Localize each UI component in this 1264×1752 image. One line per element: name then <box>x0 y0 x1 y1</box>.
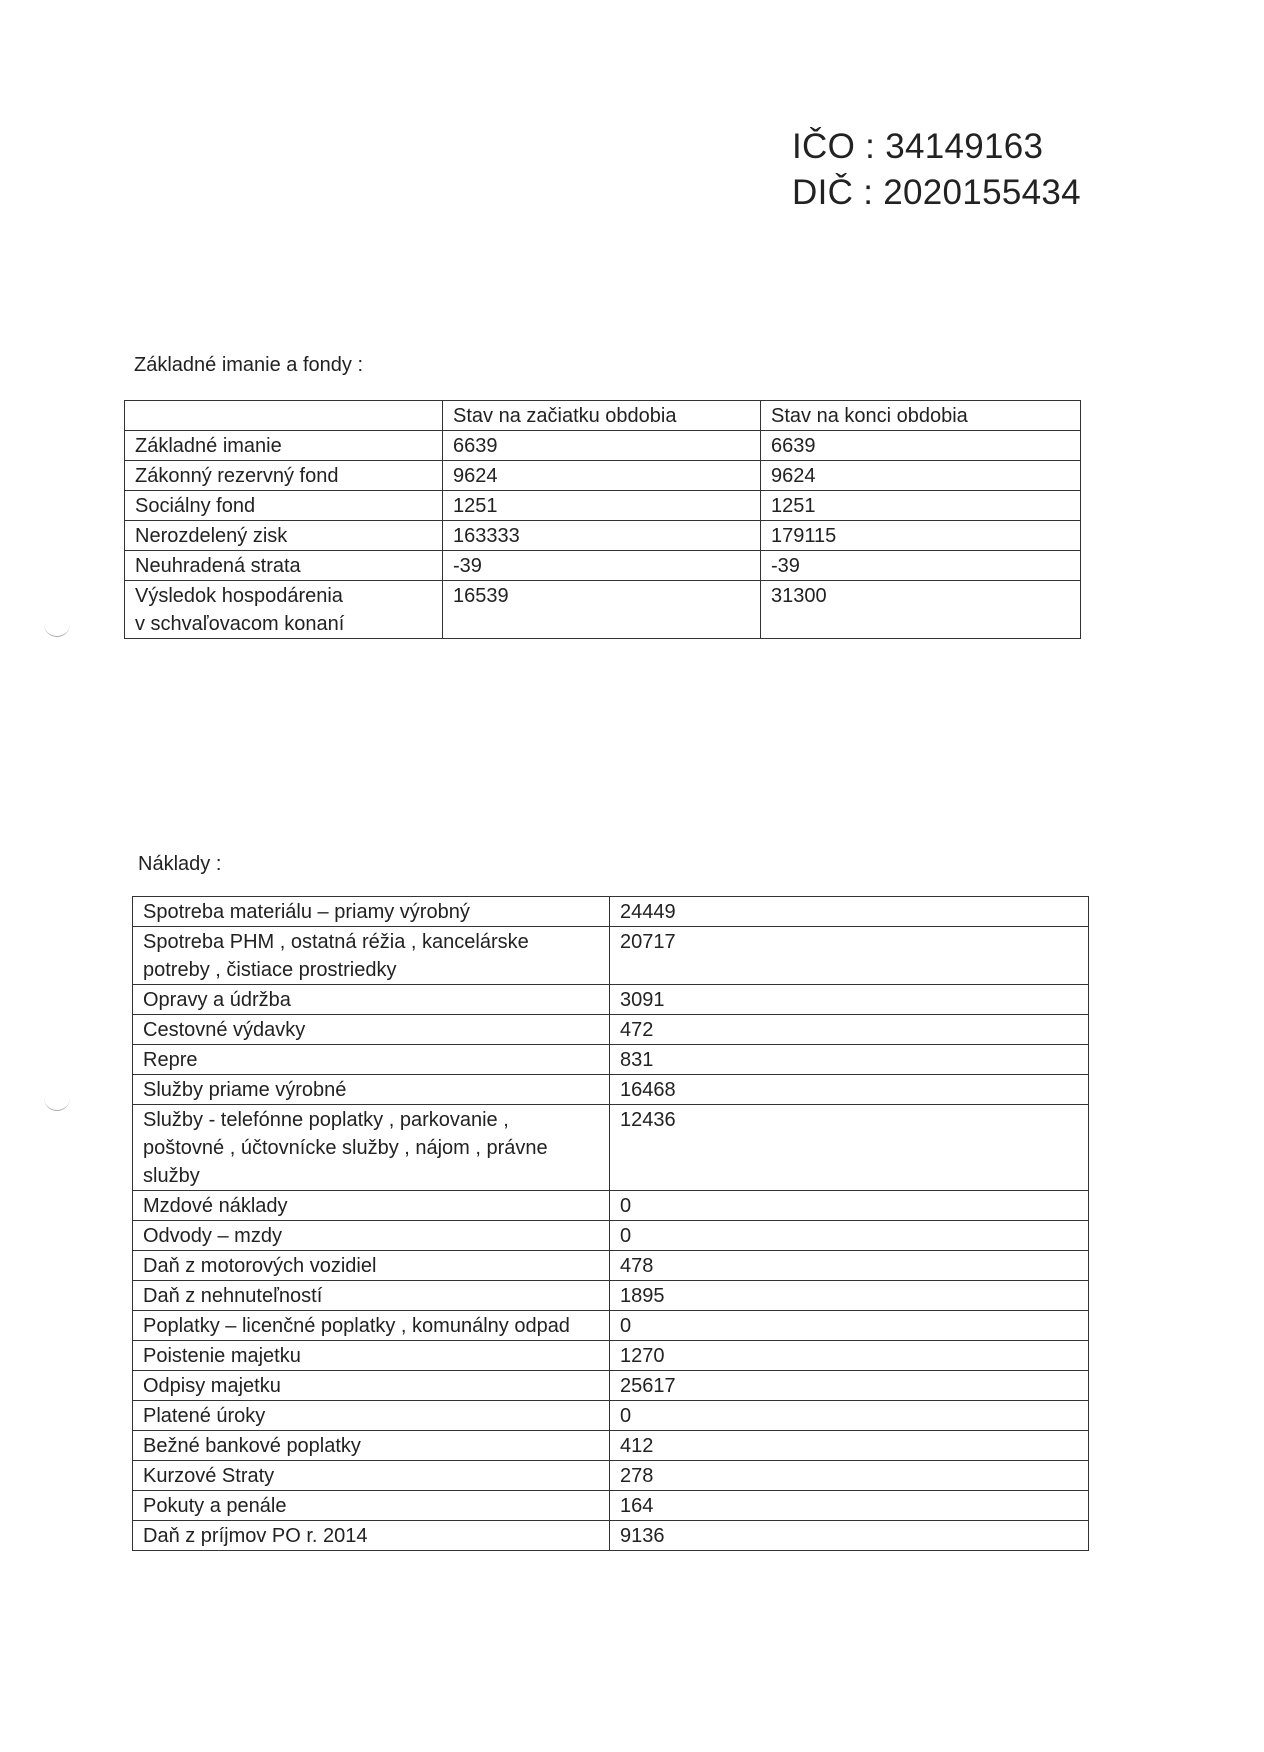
cost-value: 472 <box>610 1015 1089 1045</box>
end-value: 1251 <box>761 491 1081 521</box>
cost-value: 0 <box>610 1221 1089 1251</box>
table-row <box>133 927 1089 985</box>
table-row <box>133 1431 1089 1461</box>
cost-value: 0 <box>610 1311 1089 1341</box>
table-row <box>133 1105 1089 1191</box>
cost-label: Repre <box>133 1045 610 1075</box>
cost-label: Kurzové Straty <box>133 1461 610 1491</box>
cost-value: 16468 <box>610 1075 1089 1105</box>
cost-value: 278 <box>610 1461 1089 1491</box>
row-label: Sociálny fond <box>125 491 443 521</box>
table-row <box>125 521 1081 551</box>
cost-value: 12436 <box>610 1105 1089 1191</box>
cost-value: 9136 <box>610 1521 1089 1551</box>
company-identifiers <box>792 124 1081 216</box>
cost-value: 1895 <box>610 1281 1089 1311</box>
column-header: Stav na konci obdobia <box>761 401 1081 431</box>
table-row <box>133 1311 1089 1341</box>
table-row <box>133 1491 1089 1521</box>
table-row <box>125 431 1081 461</box>
row-label: Výsledok hospodárenia v schvaľovacom konaní <box>125 581 443 639</box>
fondy-section-label: Základné imanie a fondy : <box>134 354 364 376</box>
table-row <box>133 1281 1089 1311</box>
end-value: 6639 <box>761 431 1081 461</box>
cost-label: Poplatky – licenčné poplatky , komunálny odpad <box>133 1311 610 1341</box>
cost-label: Platené úroky <box>133 1401 610 1431</box>
table-row <box>133 1401 1089 1431</box>
start-value: 163333 <box>443 521 761 551</box>
cost-value: 1270 <box>610 1341 1089 1371</box>
table-row <box>125 551 1081 581</box>
scan-edge-mark <box>44 622 70 637</box>
table-row <box>133 1371 1089 1401</box>
dic-line: DIČ : 2020155434 <box>792 173 1081 212</box>
table-row <box>125 581 1081 639</box>
start-value: 16539 <box>443 581 761 639</box>
cost-value: 0 <box>610 1191 1089 1221</box>
cost-label: Pokuty a penále <box>133 1491 610 1521</box>
cost-value: 24449 <box>610 897 1089 927</box>
end-value: 9624 <box>761 461 1081 491</box>
fondy-table <box>124 400 1081 639</box>
cost-value: 831 <box>610 1045 1089 1075</box>
cost-label: Daň z nehnuteľností <box>133 1281 610 1311</box>
table-row <box>133 1045 1089 1075</box>
naklady-section-label: Náklady : <box>138 853 222 875</box>
cost-label: Mzdové náklady <box>133 1191 610 1221</box>
cost-label: Cestovné výdavky <box>133 1015 610 1045</box>
table-row <box>133 1461 1089 1491</box>
table-row <box>133 1251 1089 1281</box>
table-header-row <box>125 401 1081 431</box>
naklady-table <box>132 896 1089 1551</box>
cost-label: Služby - telefónne poplatky , parkovanie , poštovné , účtovnícke služby , nájom , právne služby <box>133 1105 610 1191</box>
table-row <box>133 1341 1089 1371</box>
table-row <box>133 1015 1089 1045</box>
cost-label: Opravy a údržba <box>133 985 610 1015</box>
table-row <box>133 897 1089 927</box>
cost-label: Bežné bankové poplatky <box>133 1431 610 1461</box>
cost-value: 20717 <box>610 927 1089 985</box>
table-row <box>133 1221 1089 1251</box>
table-row <box>125 491 1081 521</box>
scan-edge-mark <box>44 1096 70 1111</box>
table-row <box>125 461 1081 491</box>
end-value: 179115 <box>761 521 1081 551</box>
cost-label: Odvody – mzdy <box>133 1221 610 1251</box>
start-value: 9624 <box>443 461 761 491</box>
table-row <box>133 985 1089 1015</box>
row-label: Základné imanie <box>125 431 443 461</box>
cost-label: Poistenie majetku <box>133 1341 610 1371</box>
cost-value: 164 <box>610 1491 1089 1521</box>
cost-value: 412 <box>610 1431 1089 1461</box>
row-label: Neuhradená strata <box>125 551 443 581</box>
cost-label: Daň z príjmov PO r. 2014 <box>133 1521 610 1551</box>
table-row <box>133 1521 1089 1551</box>
table-row <box>133 1191 1089 1221</box>
column-header <box>125 401 443 431</box>
column-header: Stav na začiatku obdobia <box>443 401 761 431</box>
end-value: -39 <box>761 551 1081 581</box>
cost-value: 25617 <box>610 1371 1089 1401</box>
start-value: -39 <box>443 551 761 581</box>
start-value: 6639 <box>443 431 761 461</box>
cost-label: Daň z motorových vozidiel <box>133 1251 610 1281</box>
table-row <box>133 1075 1089 1105</box>
cost-value: 0 <box>610 1401 1089 1431</box>
row-label: Nerozdelený zisk <box>125 521 443 551</box>
cost-label: Spotreba materiálu – priamy výrobný <box>133 897 610 927</box>
cost-value: 478 <box>610 1251 1089 1281</box>
cost-label: Spotreba PHM , ostatná réžia , kancelárske potreby , čistiace prostriedky <box>133 927 610 985</box>
cost-label: Služby priame výrobné <box>133 1075 610 1105</box>
start-value: 1251 <box>443 491 761 521</box>
cost-value: 3091 <box>610 985 1089 1015</box>
row-label: Zákonný rezervný fond <box>125 461 443 491</box>
ico-line: IČO : 34149163 <box>792 127 1044 166</box>
end-value: 31300 <box>761 581 1081 639</box>
cost-label: Odpisy majetku <box>133 1371 610 1401</box>
